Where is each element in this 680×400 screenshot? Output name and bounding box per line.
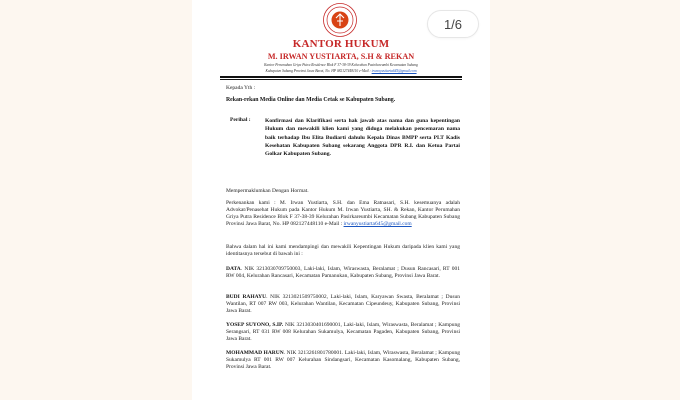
intro-paragraph <box>226 200 460 228</box>
letterhead-email-link[interactable]: irwanyustiarta645@gmail.com <box>371 69 417 73</box>
letterhead-subtitle: M. IRWAN YUSTIARTA, S.H & REKAN <box>267 52 415 61</box>
letterhead-divider <box>220 76 462 78</box>
letterhead-contact <box>220 69 462 74</box>
perihal-label: Perihal : <box>230 117 251 123</box>
client-details: . NIK 3213021509750002, Laki-laki, Islam, Karyawan Swasta, Beralamat ; Dusun Wantilan, RT 007 RW 003, Kelurahan Wantilan, Kecamatan Cipeundeuy, Kabupaten Subang, Provinsi Jawa Barat. <box>226 294 460 315</box>
client-name: DATA <box>226 266 241 272</box>
client-name: YOSEP SUYONO, S.IP. <box>226 322 284 328</box>
recipient: Rekan-rekan Media Online dan Media Cetak se Kabupaten Subang. <box>226 97 396 103</box>
perihal-text: Konfirmasi dan Klarifikasi serta hak jawab atas nama dan guna kepentingan Hukum dan mewakili klien kami yang diduga melakukan pencemaran nama baik terhadap Ibu Elita Budiarti dahulu Kepala Dinas BMPP serta PLT Kadis Kesehatan Kabupaten Subang sekarang Anggota DPR R.I. dan Ketua Partai Golkar Kabupaten Subang. <box>265 118 460 158</box>
client-name: MOHAMMAD HARUN <box>226 350 284 356</box>
representation-paragraph: Bahwa dalam hal ini kami mendampingi dan mewakili Kepentingan Hukum daripada klien kami yang identitasnya tersebut di bawah ini : <box>226 244 460 258</box>
law-office-seal-icon <box>317 2 363 38</box>
client-entry <box>226 322 460 343</box>
letterhead-divider-thin <box>220 79 462 80</box>
intro-email-link[interactable]: irwanyustiarta645@gmail.com <box>343 221 412 228</box>
client-entry <box>226 266 460 280</box>
page-counter: 1/6 <box>427 10 479 38</box>
client-name: BUDI RAHAYU <box>226 294 267 300</box>
client-details: NIK 3213030401690001, Laki-laki, Islam, Wiraswasta, Beralamat ; Kampung Serangsari, RT 031 RW 008 Kelurahan Sukamulya, Kecamatan Pagaden, Kabupaten Subang, Provinsi Jawa Barat. <box>226 322 460 343</box>
client-entry <box>226 294 460 315</box>
client-details: . NIK 3213261801780001. Laki-laki, Islam, Wiraswasta, Beralamat ; Kampung Sukamulya RT 001 RW 007 Kelurahan Sindangsari, Kecamatan Kasomalang, Kabupaten Subang, Provinsi Jawa Barat. <box>226 350 460 371</box>
client-entry <box>226 350 460 371</box>
client-details: . NIK 3213030709750003, Laki-laki, Islam, Wiraswasta, Beralamat ; Dusun Rancasari, RT 001 RW 004, Kelurahan Rancasari, Kecamatan Pamanukan, Kabupaten Subang, Provinsi Jawa Barat. <box>226 266 460 280</box>
intro-text: Perkenankan kami : M. Irwan Yustiarta, S.H. dan Ema Ratnasari, S.H. kesemuanya adalah Advokat/Penasehat Hukum pada Kantor Hukum M. Irwan Yustiarta, SH. & Rekan, Kantor Perumahan Griya Putra Residence Blok F 37-38-39 Kelurahan Pasirkareumbi Kecamatan Subang Kabupaten Subang Provinsi Jawa Barat, No. HP 082127448110 e-Mail : <box>226 200 460 228</box>
salutation: Mempermaklumkan Dengan Hormat. <box>226 188 309 194</box>
letterhead-address: Kantor Perumahan Griya Putra Residence Blok F 37-38-39 Kelurahan Pasirkareumbi Kecamatan Subang <box>264 63 418 67</box>
document-page <box>192 0 490 400</box>
letterhead-contact-text: Kabupaten Subang Provinsi Jawa Barat, No. HP 082127448110 e-Mail : <box>265 69 371 73</box>
letterhead-title: KANTOR HUKUM <box>292 38 390 50</box>
greeting-to: Kepada Yth : <box>226 85 256 91</box>
